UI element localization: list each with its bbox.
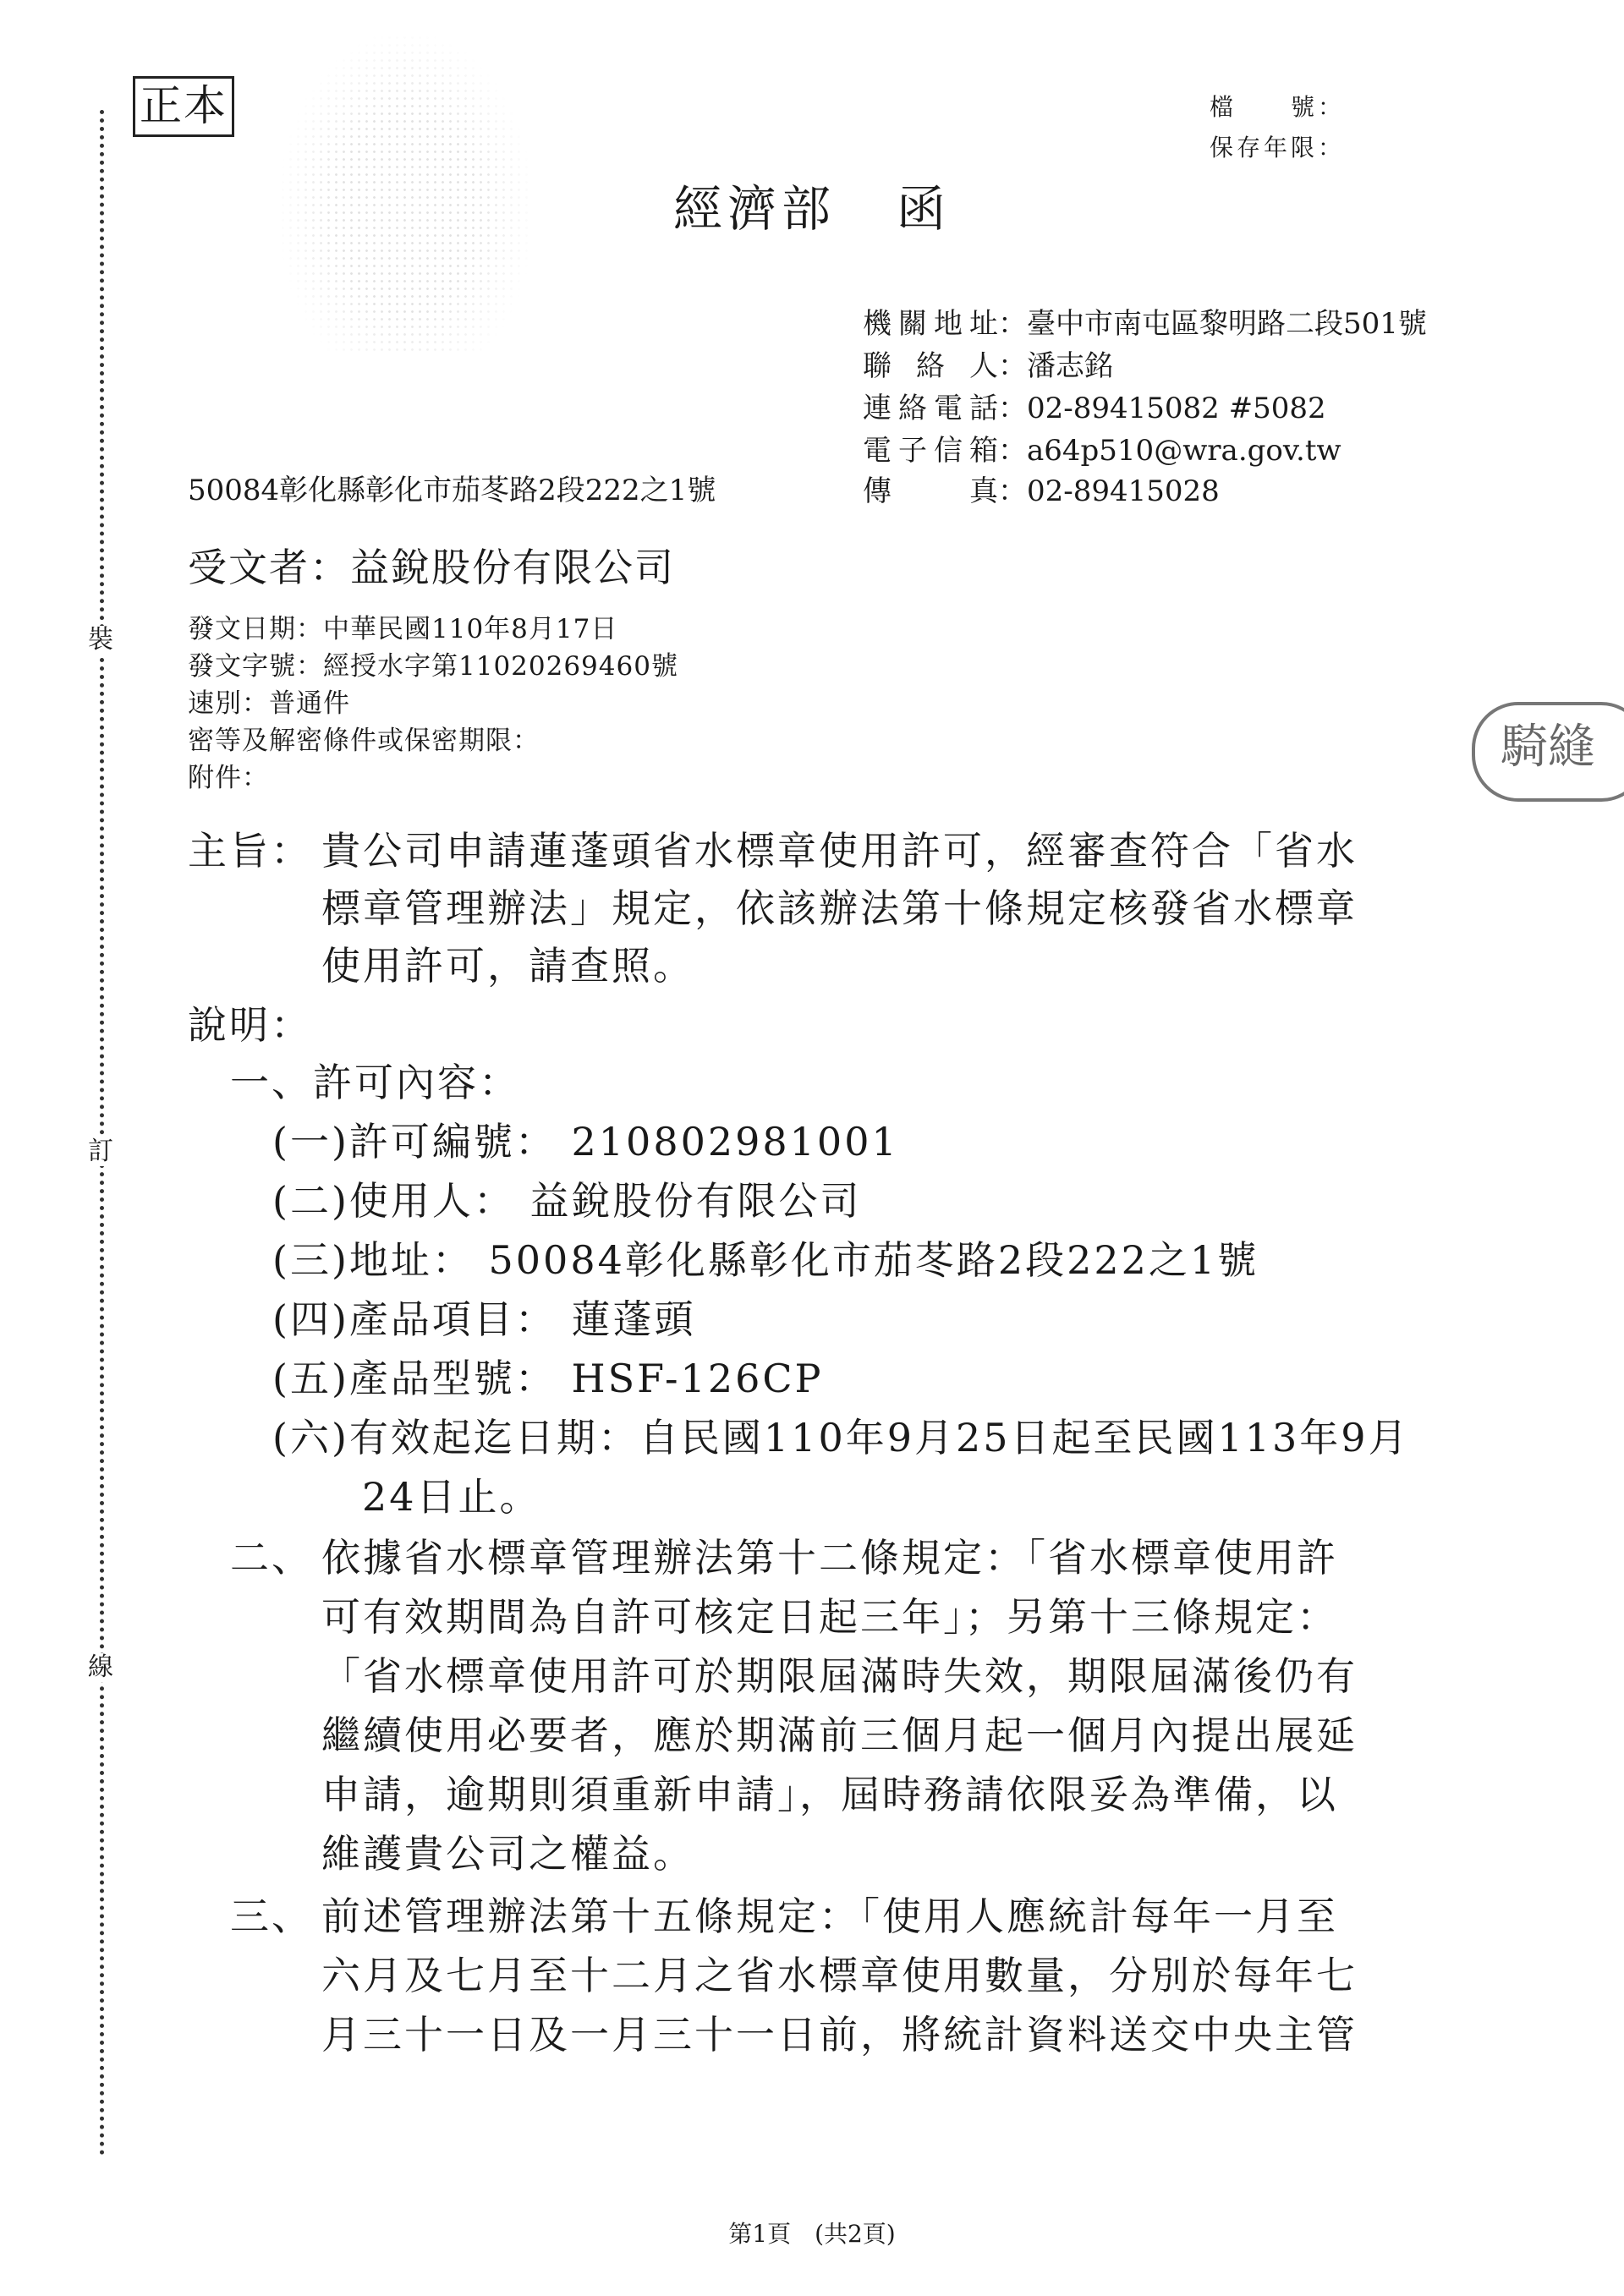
binding-dotted-line xyxy=(100,110,104,2156)
permit-item: (五)產品型號： HSF-126CP xyxy=(272,1356,824,1401)
section1-heading: 一、許可內容： xyxy=(230,1060,520,1105)
section3-line: 六月及七月至十二月之省水標章使用數量，分別於每年七 xyxy=(321,1953,1358,1998)
section3-marker: 三、 xyxy=(230,1893,313,1939)
subject-line: 標章管理辦法」規定，依該辦法第十條規定核發省水標章 xyxy=(321,885,1358,931)
secrecy-level: 密等及解密條件或保密期限： xyxy=(188,726,540,756)
page-number: 第1頁 (共2頁) xyxy=(728,2220,896,2248)
recipient-address: 50084彰化縣彰化市茄苳路2段222之1號 xyxy=(188,474,716,507)
binding-mark-zhuang: 裝 xyxy=(88,625,113,655)
issue-date: 發文日期：中華民國110年8月17日 xyxy=(188,614,618,644)
recipient: 受文者：益銳股份有限公司 xyxy=(188,545,675,590)
issuing-organization: 經濟部 xyxy=(672,180,836,238)
document-number: 發文字號：經授水字第11020269460號 xyxy=(188,651,678,682)
ridge-seal-stamp: 騎縫 xyxy=(1472,702,1624,802)
file-number-label: 檔 號： xyxy=(1210,93,1346,121)
permit-item: (三)地址： 50084彰化縣彰化市茄苳路2段222之1號 xyxy=(272,1237,1259,1283)
attachment: 附件： xyxy=(188,763,269,793)
section2-line: 繼續使用必要者，應於期滿前三個月起一個月內提出展延 xyxy=(321,1712,1358,1758)
binding-mark-ding: 訂 xyxy=(88,1137,113,1166)
permit-item: (一)許可編號： 210802981001 xyxy=(272,1119,899,1164)
speed-class: 速別：普通件 xyxy=(188,688,350,719)
contact-person: 聯絡人：潘志銘 xyxy=(863,349,1113,383)
binding-mark-xian: 線 xyxy=(88,1652,113,1682)
explanation-label: 說明： xyxy=(188,1002,312,1048)
subject-label: 主旨： xyxy=(188,828,312,874)
section3-line: 前述管理辦法第十五條規定：「使用人應統計每年一月至 xyxy=(321,1893,1338,1939)
section2-marker: 二、 xyxy=(230,1535,313,1581)
section2-line: 維護貴公司之權益。 xyxy=(321,1831,694,1877)
subject-line: 使用許可，請查照。 xyxy=(321,943,694,989)
permit-item: (四)產品項目： 蓮蓬頭 xyxy=(272,1296,696,1342)
permit-item: (六)有效起迄日期：自民國110年9月25日起至民國113年9月 xyxy=(272,1415,1410,1460)
original-copy-stamp: 正本 xyxy=(133,76,234,137)
section2-line: 可有效期間為自許可核定日起三年」；另第十三條規定： xyxy=(321,1594,1338,1640)
section2-line: 「省水標章使用許可於期限屆滿時失效，期限屆滿後仍有 xyxy=(321,1653,1358,1699)
retention-period-label: 保存年限： xyxy=(1210,134,1346,162)
permit-item-continuation: 24日止。 xyxy=(362,1474,541,1520)
contact-fax: 傳真：02-89415028 xyxy=(863,474,1220,508)
section3-line: 月三十一日及一月三十一日前，將統計資料送交中央主管 xyxy=(321,2012,1358,2058)
permit-item: (二)使用人： 益銳股份有限公司 xyxy=(272,1178,862,1224)
subject-line: 貴公司申請蓮蓬頭省水標章使用許可，經審查符合「省水 xyxy=(321,828,1358,874)
contact-email: 電子信箱：a64p510@wra.gov.tw xyxy=(863,434,1341,468)
document-type: 函 xyxy=(897,180,952,238)
section2-line: 申請，逾期則須重新申請」，屆時務請依限妥為準備，以 xyxy=(321,1772,1338,1817)
section2-line: 依據省水標章管理辦法第十二條規定：「省水標章使用許 xyxy=(321,1535,1338,1581)
contact-phone: 連絡電話：02-89415082 #5082 xyxy=(863,392,1326,425)
contact-address: 機關地址：臺中市南屯區黎明路二段501號 xyxy=(863,307,1427,341)
document-title xyxy=(0,169,1624,240)
